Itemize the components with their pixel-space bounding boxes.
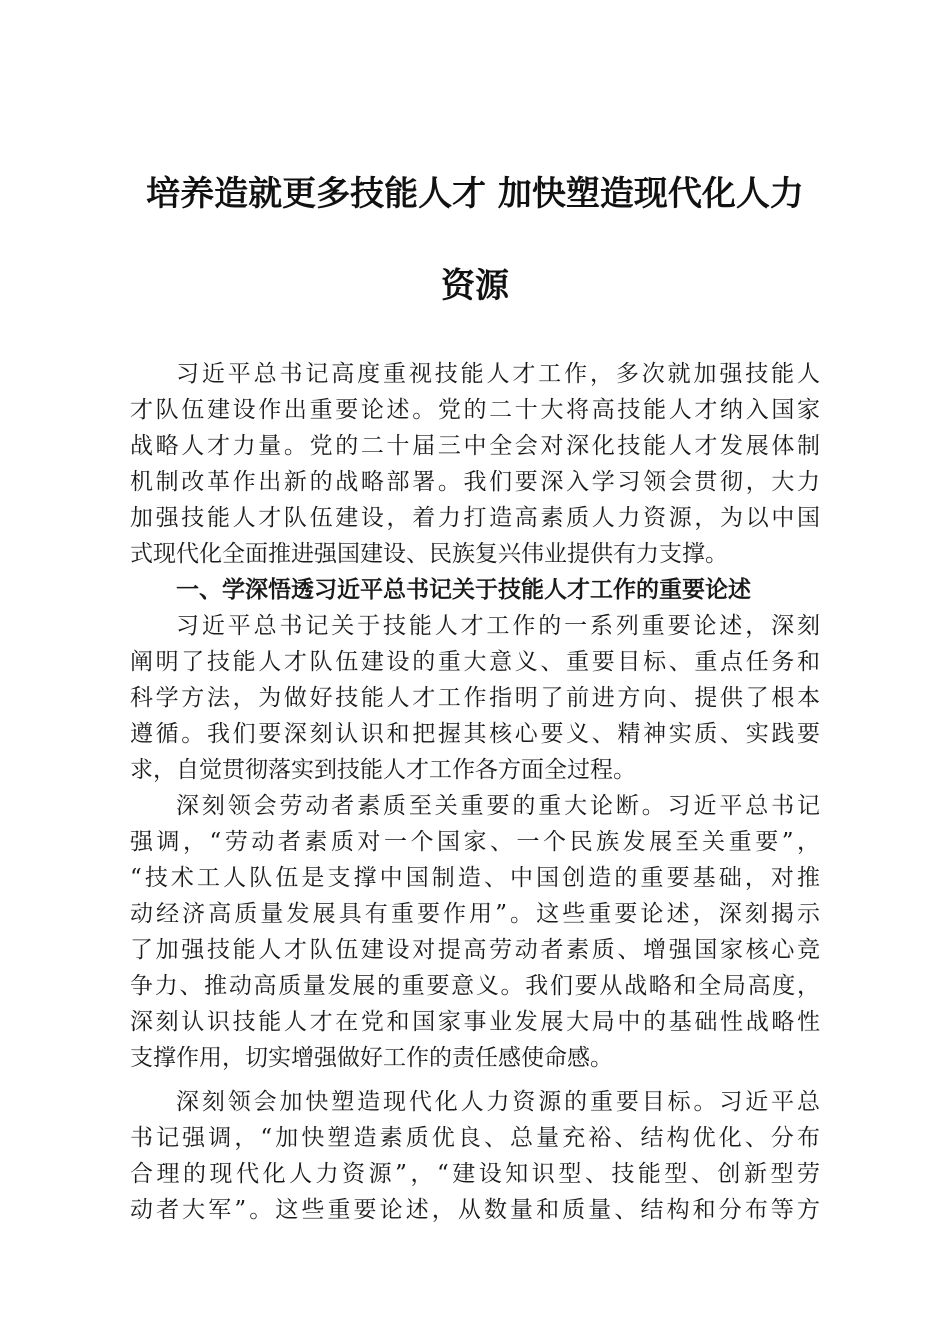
section-heading: 一、学深悟透习近平总书记关于技能人才工作的重要论述 [176, 577, 751, 603]
paragraph-line: 习近平总书记关于技能人才工作的一系列重要论述，深刻 [176, 613, 820, 639]
paragraph-line: 深刻领会加快塑造现代化人力资源的重要目标。习近平总 [176, 1089, 820, 1115]
paragraph-line: 求，自觉贯彻落实到技能人才工作各方面全过程。 [130, 757, 636, 783]
paragraph-line: “技术工人队伍是支撑中国制造、中国创造的重要基础，对推 [130, 865, 820, 891]
paragraph-gap [130, 1076, 820, 1084]
document-title-line-2: 资源 [441, 266, 509, 306]
paragraph-line: 式现代化全面推进强国建设、民族复兴伟业提供有力支撑。 [130, 541, 728, 567]
paragraph-line: 合理的现代化人力资源”，“建设知识型、技能型、创新型劳 [130, 1161, 820, 1187]
paragraph-line: 战略人才力量。党的二十届三中全会对深化技能人才发展体制 [130, 433, 820, 459]
paragraph-line: 科学方法，为做好技能人才工作指明了前进方向、提供了根本 [130, 685, 820, 711]
paragraph-line: 才队伍建设作出重要论述。党的二十大将高技能人才纳入国家 [130, 397, 820, 423]
paragraph-line: 深刻领会劳动者素质至关重要的重大论断。习近平总书记 [176, 793, 820, 819]
paragraph-line: 动者大军”。这些重要论述，从数量和质量、结构和分布等方 [130, 1197, 820, 1223]
document-body [130, 356, 820, 1228]
paragraph-line: 阐明了技能人才队伍建设的重大意义、重要目标、重点任务和 [130, 649, 820, 675]
paragraph-line: 争力、推动高质量发展的重要意义。我们要从战略和全局高度， [130, 973, 820, 999]
paragraph-line: 了加强技能人才队伍建设对提高劳动者素质、增强国家核心竞 [130, 937, 820, 963]
paragraph-line: 习近平总书记高度重视技能人才工作，多次就加强技能人 [176, 361, 820, 387]
paragraph-line: 书记强调，“加快塑造素质优良、总量充裕、结构优化、分布 [130, 1125, 820, 1151]
paragraph-line: 深刻认识技能人才在党和国家事业发展大局中的基础性战略性 [130, 1009, 820, 1035]
paragraph-line: 机制改革作出新的战略部署。我们要深入学习领会贯彻，大力 [130, 469, 820, 495]
paragraph-line: 加强技能人才队伍建设，着力打造高素质人力资源，为以中国 [130, 505, 820, 531]
paragraph-line: 动经济高质量发展具有重要作用”。这些重要论述，深刻揭示 [130, 901, 820, 927]
paragraph-line: 强调，“劳动者素质对一个国家、一个民族发展至关重要”， [130, 829, 820, 855]
paragraph-line: 遵循。我们要深刻认识和把握其核心要义、精神实质、实践要 [130, 721, 820, 747]
document-title-line-1: 培养造就更多技能人才 加快塑造现代化人力 [146, 174, 804, 214]
paragraph-line: 支撑作用，切实增强做好工作的责任感使命感。 [130, 1045, 613, 1071]
